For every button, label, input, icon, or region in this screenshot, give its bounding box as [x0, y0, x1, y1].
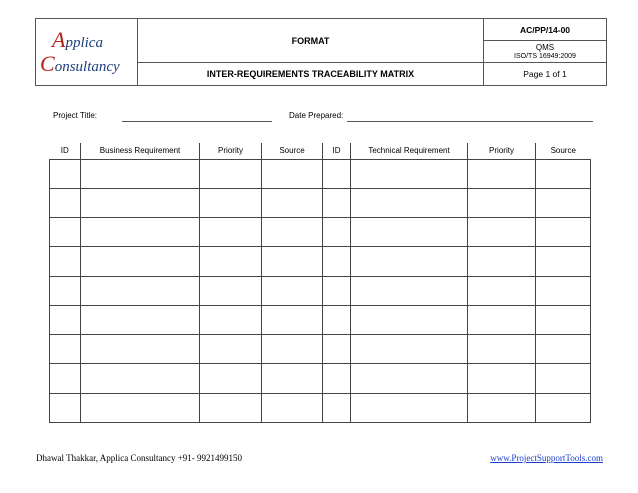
column-header-business-requirement: Business Requirement [81, 143, 200, 159]
table-cell[interactable] [323, 247, 351, 276]
table-cell[interactable] [536, 276, 591, 305]
footer-website-link[interactable]: www.ProjectSupportTools.com [490, 453, 603, 463]
table-cell[interactable] [262, 364, 323, 393]
table-row [50, 188, 591, 217]
column-header-tech-source: Source [536, 143, 591, 159]
table-cell[interactable] [50, 159, 81, 188]
table-cell[interactable] [200, 335, 262, 364]
table-cell[interactable] [262, 335, 323, 364]
document-header [35, 18, 607, 86]
table-cell[interactable] [323, 159, 351, 188]
table-cell[interactable] [351, 276, 468, 305]
table-cell[interactable] [50, 335, 81, 364]
table-cell[interactable] [50, 305, 81, 334]
table-row [50, 159, 591, 188]
column-header-tech-id: ID [323, 143, 351, 159]
iso-label: ISO/TS 16949:2009 [514, 52, 576, 60]
table-row [50, 364, 591, 393]
table-cell[interactable] [262, 159, 323, 188]
standard-cell [484, 41, 607, 63]
table-cell[interactable] [200, 393, 262, 422]
document-code: AC/PP/14-00 [484, 19, 607, 41]
table-row [50, 276, 591, 305]
table-cell[interactable] [262, 305, 323, 334]
table-cell[interactable] [262, 393, 323, 422]
table-cell[interactable] [468, 218, 536, 247]
company-logo [36, 19, 138, 86]
table-cell[interactable] [81, 276, 200, 305]
table-cell[interactable] [536, 335, 591, 364]
date-prepared-label: Date Prepared: [289, 111, 344, 120]
logo-word-consultancy: onsultancy [54, 59, 120, 75]
table-cell[interactable] [323, 218, 351, 247]
table-cell[interactable] [81, 305, 200, 334]
table-row [50, 305, 591, 334]
table-cell[interactable] [262, 188, 323, 217]
table-cell[interactable] [351, 218, 468, 247]
table-cell[interactable] [536, 393, 591, 422]
table-cell[interactable] [468, 247, 536, 276]
logo-letter-a: A [52, 27, 66, 53]
format-label: FORMAT [138, 19, 484, 63]
table-cell[interactable] [81, 188, 200, 217]
qms-label: QMS [535, 43, 555, 53]
table-cell[interactable] [50, 364, 81, 393]
table-cell[interactable] [50, 247, 81, 276]
table-cell[interactable] [468, 305, 536, 334]
table-cell[interactable] [50, 276, 81, 305]
table-cell[interactable] [536, 305, 591, 334]
table-cell[interactable] [200, 188, 262, 217]
table-cell[interactable] [323, 364, 351, 393]
page-number: Page 1 of 1 [484, 63, 607, 86]
table-cell[interactable] [351, 335, 468, 364]
table-cell[interactable] [323, 276, 351, 305]
table-cell[interactable] [351, 247, 468, 276]
table-row [50, 247, 591, 276]
table-cell[interactable] [351, 188, 468, 217]
table-cell[interactable] [81, 159, 200, 188]
project-title-label: Project Title: [53, 111, 98, 120]
column-header-source: Source [262, 143, 323, 159]
table-row [50, 335, 591, 364]
column-header-technical-requirement: Technical Requirement [351, 143, 468, 159]
table-cell[interactable] [50, 188, 81, 217]
table-cell[interactable] [262, 247, 323, 276]
table-cell[interactable] [323, 188, 351, 217]
column-header-id: ID [50, 143, 81, 159]
table-cell[interactable] [200, 247, 262, 276]
table-cell[interactable] [536, 364, 591, 393]
table-cell[interactable] [50, 218, 81, 247]
project-title-field[interactable] [122, 121, 272, 122]
table-cell[interactable] [81, 364, 200, 393]
column-header-tech-priority: Priority [468, 143, 536, 159]
table-cell[interactable] [536, 188, 591, 217]
table-header-row [50, 143, 591, 159]
table-cell[interactable] [536, 247, 591, 276]
table-cell[interactable] [351, 393, 468, 422]
table-row [50, 393, 591, 422]
table-cell[interactable] [351, 305, 468, 334]
table-cell[interactable] [323, 305, 351, 334]
table-cell[interactable] [468, 188, 536, 217]
footer-contact: Dhawal Thakkar, Applica Consultancy +91- 9921499150 [36, 453, 243, 463]
table-cell[interactable] [200, 276, 262, 305]
table-cell[interactable] [262, 218, 323, 247]
table-cell[interactable] [351, 159, 468, 188]
table-cell[interactable] [351, 364, 468, 393]
table-cell[interactable] [81, 393, 200, 422]
table-cell[interactable] [50, 393, 81, 422]
table-cell[interactable] [200, 364, 262, 393]
table-cell[interactable] [468, 393, 536, 422]
traceability-matrix [49, 143, 591, 423]
document-title: INTER-REQUIREMENTS TRACEABILITY MATRIX [138, 63, 484, 86]
table-cell[interactable] [262, 276, 323, 305]
table-cell[interactable] [200, 305, 262, 334]
table-cell[interactable] [323, 393, 351, 422]
table-cell[interactable] [200, 218, 262, 247]
table-cell[interactable] [536, 159, 591, 188]
table-cell[interactable] [468, 276, 536, 305]
project-info-row [53, 111, 593, 123]
table-cell[interactable] [468, 364, 536, 393]
table-cell[interactable] [81, 335, 200, 364]
table-cell[interactable] [81, 218, 200, 247]
logo-word-applica: pplica [65, 35, 103, 52]
table-cell[interactable] [468, 335, 536, 364]
logo-letter-c: C [40, 51, 55, 76]
column-header-priority: Priority [200, 143, 262, 159]
table-row [50, 218, 591, 247]
date-prepared-field[interactable] [347, 121, 593, 122]
table-cell[interactable] [81, 247, 200, 276]
table-cell[interactable] [536, 218, 591, 247]
table-cell[interactable] [468, 159, 536, 188]
table-cell[interactable] [323, 335, 351, 364]
table-cell[interactable] [200, 159, 262, 188]
